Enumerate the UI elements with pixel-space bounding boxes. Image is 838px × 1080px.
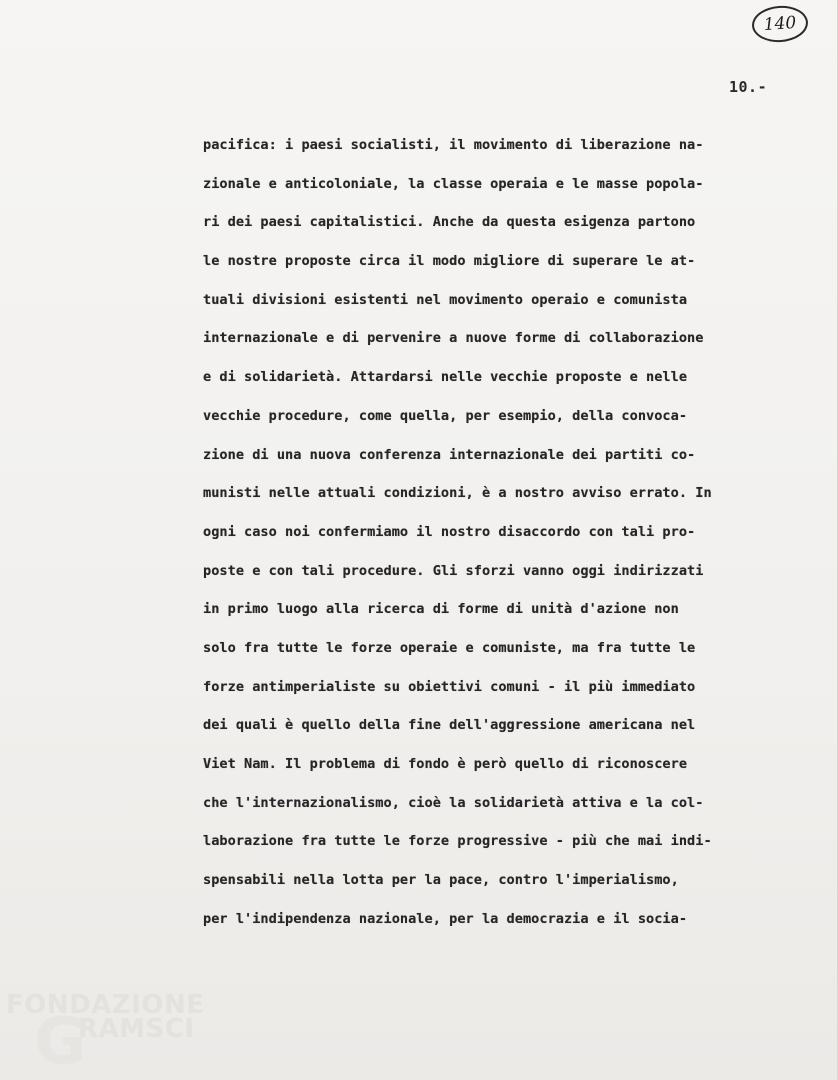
text-line: forze antimperialiste su obiettivi comuni - il più immediato: [203, 678, 696, 695]
text-line: dei quali è quello della fine dell'aggressione americana nel: [203, 717, 696, 734]
body-text: [203, 133, 808, 945]
watermark-line1: FONDAZIONE: [6, 990, 205, 1020]
text-line: le nostre proposte circa il modo migliore di superare le at-: [203, 253, 696, 270]
text-line: vecchie procedure, come quella, per esempio, della convoca-: [203, 407, 688, 424]
fondazione-gramsci-watermark: [6, 990, 216, 1079]
text-line: per l'indipendenza nazionale, per la democrazia e il socia-: [203, 910, 688, 927]
text-line: zione di una nuova conferenza internazionale dei partiti co-: [203, 446, 696, 463]
text-line: munisti nelle attuali condizioni, è a nostro avviso errato. In: [203, 485, 712, 502]
archive-stamp-number: 140: [763, 12, 797, 36]
text-line: solo fra tutte le forze operaie e comuniste, ma fra tutte le: [203, 639, 696, 656]
text-line: spensabili nella lotta per la pace, contro l'imperialismo,: [203, 872, 679, 889]
archive-stamp: [751, 4, 809, 44]
text-line: pacifica: i paesi socialisti, il movimento di liberazione na-: [203, 137, 704, 153]
text-line: ri dei paesi capitalistici. Anche da questa esigenza partono: [203, 214, 696, 231]
watermark-line2: RAMSCI: [78, 1014, 195, 1044]
text-line: tuali divisioni esistenti nel movimento operaio e comunista: [203, 291, 688, 308]
text-line: laborazione fra tutte le forze progressive - più che mai indi-: [203, 833, 712, 850]
text-line: e di solidarietà. Attardarsi nelle vecchie proposte e nelle: [203, 369, 688, 386]
watermark-g-letter: G: [34, 1005, 87, 1079]
text-line: ogni caso noi confermiamo il nostro disaccordo con tali pro-: [203, 523, 696, 540]
text-line: che l'internazionalismo, cioè la solidarietà attiva e la col-: [203, 794, 704, 811]
text-line: Viet Nam. Il problema di fondo è però quello di riconoscere: [203, 756, 688, 772]
text-line: zionale e anticoloniale, la classe operaia e le masse popola-: [203, 175, 704, 192]
text-line: poste e con tali procedure. Gli sforzi vanno oggi indirizzati: [203, 562, 704, 579]
text-line: internazionale e di pervenire a nuove forme di collaborazione: [203, 330, 704, 347]
text-line: in primo luogo alla ricerca di forme di unità d'azione non: [203, 601, 679, 618]
page-number: 10.-: [729, 78, 768, 96]
